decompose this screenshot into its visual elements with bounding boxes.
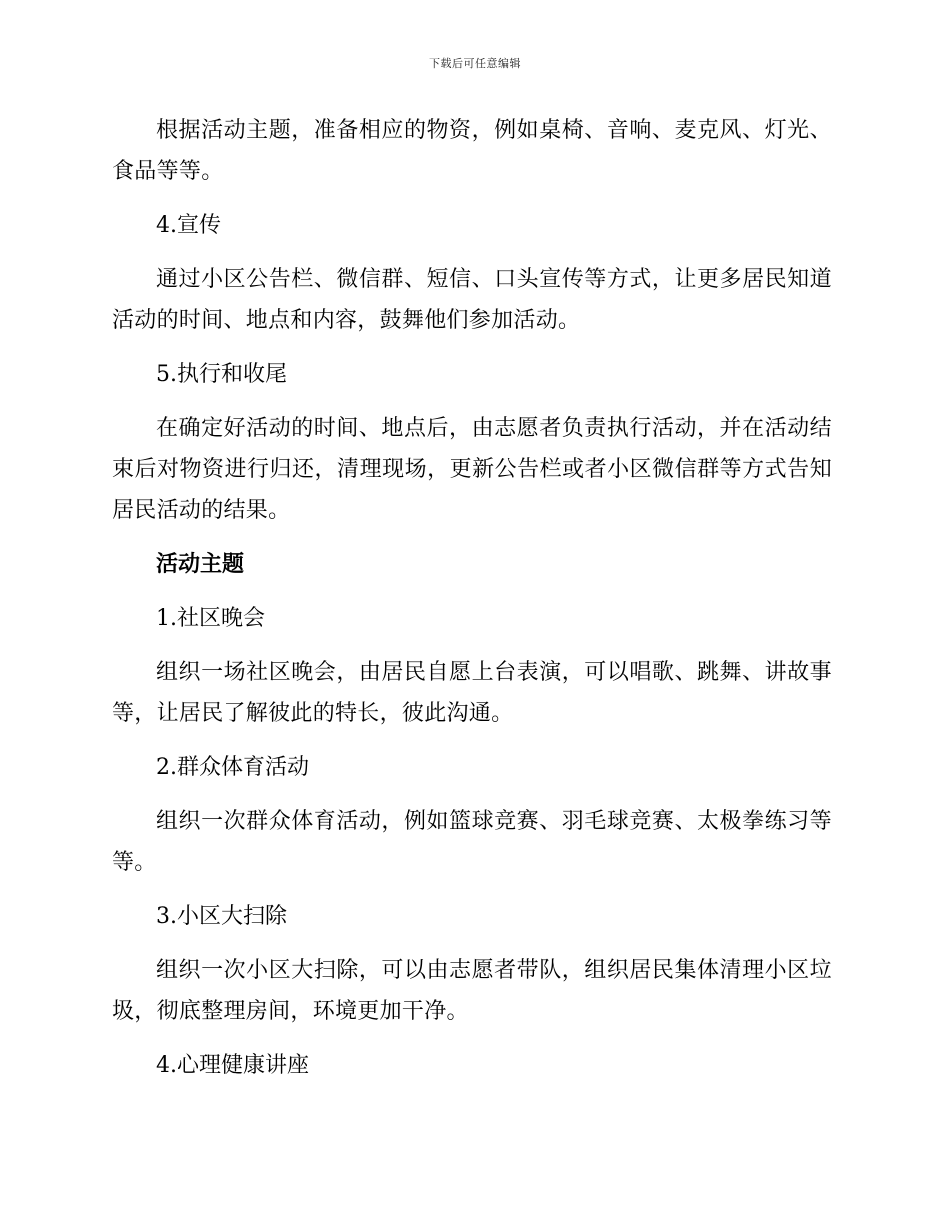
paragraph-execution: 在确定好活动的时间、地点后，由志愿者负责执行活动，并在活动结束后对物资进行归还，清理现场，更新公告栏或者小区微信群等方式告知居民活动的结果。 (112, 416, 832, 523)
heading-sports: 2.群众体育活动 (156, 755, 309, 780)
heading-community-party: 1.社区晚会 (156, 606, 265, 631)
heading-mental-health: 4.心理健康讲座 (156, 1053, 309, 1078)
paragraph-publicity: 通过小区公告栏、微信群、短信、口头宣传等方式，让更多居民知道活动的时间、地点和内容，鼓舞他们参加活动。 (112, 267, 832, 333)
paragraph-sports: 组织一次群众体育活动，例如篮球竞赛、羽毛球竞赛、太极拳练习等等。 (112, 809, 832, 875)
paragraph-cleanup: 组织一次小区大扫除，可以由志愿者带队，组织居民集体清理小区垃圾，彻底整理房间，环境更加干净。 (112, 958, 832, 1024)
heading-cleanup: 3.小区大扫除 (156, 904, 287, 929)
header-note: 下载后可任意编辑 (429, 57, 521, 70)
section-title-themes: 活动主题 (156, 552, 245, 577)
paragraph-community-party: 组织一场社区晚会，由居民自愿上台表演，可以唱歌、跳舞、讲故事等，让居民了解彼此的特长，彼此沟通。 (112, 660, 832, 726)
paragraph-materials: 根据活动主题，准备相应的物资，例如桌椅、音响、麦克风、灯光、食品等等。 (112, 118, 832, 184)
heading-execution: 5.执行和收尾 (156, 362, 287, 387)
document-body (112, 110, 832, 1099)
heading-publicity: 4.宣传 (156, 213, 221, 238)
